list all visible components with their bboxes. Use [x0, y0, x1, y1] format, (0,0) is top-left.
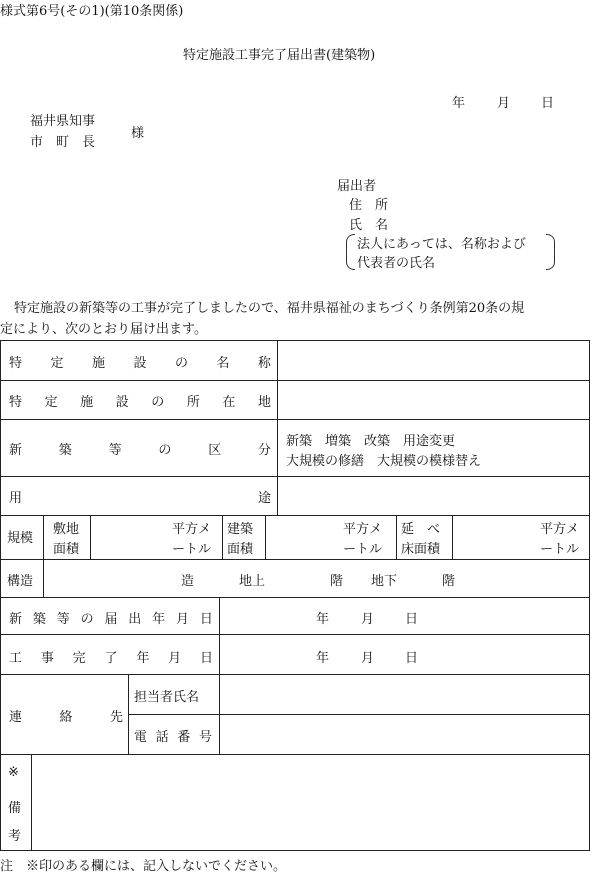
- structure-floors-above: 階: [330, 574, 344, 589]
- label-floor-area-1: 延 べ: [401, 522, 441, 537]
- corp-note-1: 法人にあっては、名称および: [357, 237, 526, 252]
- building-area-unit-1: 平方メ: [343, 522, 383, 537]
- corp-note-2: 代表者の氏名: [357, 256, 436, 271]
- notify-month: 月: [361, 612, 375, 627]
- construction-options-line-2[interactable]: 大規模の修繕 大規模の模様替え: [286, 454, 482, 469]
- addressee-honorific: 様: [131, 126, 145, 141]
- remarks-label-2: 考: [8, 829, 22, 844]
- field-phone[interactable]: [221, 716, 589, 753]
- floor-area-unit-2: ートル: [540, 542, 580, 557]
- field-use[interactable]: [279, 477, 589, 514]
- structure-above-ground: 地上: [239, 574, 266, 589]
- label-completion-date: 工 事 完 了 年 月 日: [9, 651, 213, 666]
- remarks-mark: ※: [8, 765, 19, 780]
- label-scale: 規模: [7, 531, 34, 546]
- footnote: 注 ※印のある欄には、記入しないでください。: [0, 859, 287, 874]
- label-facility-name: 特 定 施 設 の 名 称: [9, 356, 271, 371]
- notify-year: 年: [316, 612, 330, 627]
- notify-day: 日: [405, 612, 419, 627]
- label-facility-location: 特 定 施 設 の 所 在 地: [9, 395, 271, 410]
- notifier-label: 届出者: [337, 179, 377, 194]
- left-bracket: [346, 234, 355, 270]
- label-construction-type: 新 築 等 の 区 分: [9, 443, 271, 458]
- completion-year: 年: [316, 651, 330, 666]
- label-structure: 構造: [7, 574, 34, 589]
- field-facility-location[interactable]: [279, 381, 589, 418]
- label-building-area-1: 建築: [227, 522, 254, 537]
- label-use: 用 途: [9, 491, 271, 506]
- structure-zou: 造: [181, 574, 195, 589]
- label-site-area-2: 面積: [53, 542, 80, 557]
- notifier-name-label: 氏 名: [349, 218, 389, 233]
- addressee-mayor: 市 町 長: [30, 135, 96, 150]
- date-year: 年: [452, 96, 466, 111]
- date-month: 月: [497, 96, 511, 111]
- building-area-unit-2: ートル: [343, 542, 383, 557]
- label-contact: 連 絡 先: [9, 710, 123, 725]
- label-building-area-2: 面積: [227, 542, 254, 557]
- floor-area-unit-1: 平方メ: [540, 522, 580, 537]
- site-area-unit-2: ートル: [172, 542, 212, 557]
- form-id: 様式第6号(その1)(第10条関係): [0, 4, 184, 19]
- completion-month: 月: [361, 651, 375, 666]
- remarks-label-1: 備: [8, 801, 22, 816]
- label-floor-area-2: 床面積: [401, 542, 441, 557]
- document-title: 特定施設工事完了届出書(建築物): [183, 48, 376, 63]
- date-day: 日: [541, 96, 555, 111]
- notification-table: [0, 340, 590, 851]
- label-person-in-charge: 担当者氏名: [134, 690, 200, 705]
- field-remarks[interactable]: [33, 756, 589, 850]
- structure-floors-below: 階: [442, 574, 456, 589]
- construction-options-line-1[interactable]: 新築 増築 改築 用途変更: [286, 434, 456, 449]
- completion-day: 日: [405, 651, 419, 666]
- right-bracket: [546, 234, 555, 270]
- site-area-unit-1: 平方メ: [172, 522, 212, 537]
- body-text-line-2: 定により、次のとおり届け出ます。: [0, 322, 207, 337]
- addressee-governor: 福井県知事: [30, 114, 96, 129]
- label-site-area-1: 敷地: [53, 522, 80, 537]
- structure-below-ground: 地下: [371, 574, 398, 589]
- field-person-in-charge[interactable]: [221, 676, 589, 713]
- field-facility-name[interactable]: [279, 342, 589, 379]
- body-text-line-1: 特定施設の新築等の工事が完了しましたので、福井県福祉のまちづくり条例第20条の規: [14, 301, 525, 316]
- notifier-address-label: 住 所: [349, 198, 389, 213]
- label-notify-date: 新 築 等 の 届 出 年 月 日: [9, 612, 213, 627]
- label-phone: 電 話 番 号: [134, 730, 212, 745]
